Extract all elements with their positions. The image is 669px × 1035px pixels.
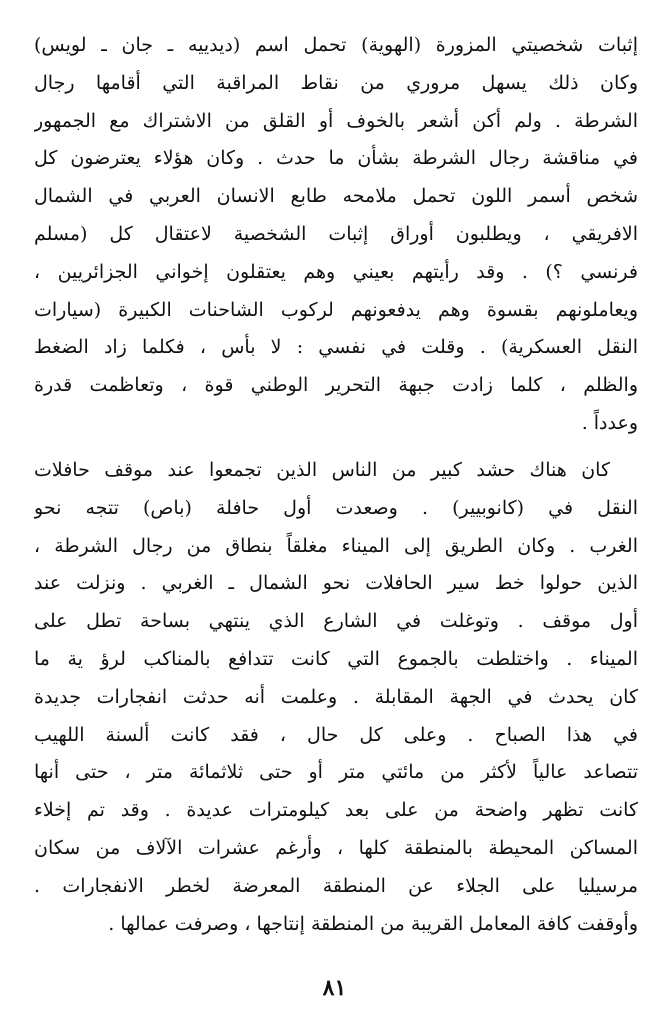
paragraph-2 — [34, 452, 638, 943]
text-line: الميناء . واختلطت بالجموع التي كانت تتدافع بالمناكب لرؤ ية ما — [34, 647, 638, 670]
text-line: كانت تظهر واضحة من على بعد كيلومترات عديدة . وقد تم إخلاء — [34, 799, 638, 822]
text-line: إثبات شخصيتي المزورة (الهوية) تحمل اسم (ديدييه ـ جان ـ لويس) — [34, 34, 638, 56]
text-line: ويعاملونهم بقسوة وهم يدفعونهم لركوب الشاحنات الكبيرة (سيارات — [34, 298, 638, 321]
text-line: الشرطة . ولم أكن أشعر بالخوف أو القلق من الاشتراك مع الجمهور — [34, 109, 638, 132]
text-line: وعدداً . — [581, 411, 638, 434]
text-line: تتصاعد عالياً لأكثر من مائتي متر أو حتى ثلاثمائة متر ، حتى أنها — [34, 761, 638, 784]
text-line: الذين حولوا خط سير الحافلات نحو الشمال ـ الغربي . ونزلت عند — [34, 572, 638, 595]
page-number: ٨١ — [322, 975, 347, 1001]
text-line: النقل في (كانوبيير) . وصعدت أول حافلة (باص) تتجه نحو — [34, 496, 638, 519]
text-line: فرنسي ؟) . وقد رأيتهم بعيني وهم يعتقلون إخواني الجزائريين ، — [34, 260, 638, 283]
text-line: في هذا الصباح . وعلى كل حال ، فقد كانت ألسنة اللهيب — [34, 723, 638, 746]
text-line: مرسيليا على الجلاء عن المنطقة المعرضة لخطر الانفجارات . — [34, 874, 638, 897]
paragraph-1 — [34, 27, 638, 443]
text-line: أول موقف . وتوغلت في الشارع الذي ينتهي بساحة تطل على — [34, 610, 638, 633]
text-line: شخص أسمر اللون تحمل ملامحه طابع الانسان العربي في الشمال — [34, 185, 638, 208]
text-line: والظلم ، كلما زادت جبهة التحرير الوطني قوة ، وتعاظمت قدرة — [34, 374, 638, 397]
text-line: كان هناك حشد كبير من الناس الذين تجمعوا عند موقف حافلات — [34, 459, 610, 481]
text-line: كان يحدث في الجهة المقابلة . وعلمت أنه حدثت انفجارات جديدة — [34, 685, 638, 708]
text-line: في مناقشة رجال الشرطة بشأن ما حدث . وكان هؤلاء يعترضون كل — [34, 147, 638, 170]
text-line: الافريقي ، ويطلبون أوراق إثبات الشخصية لاعتقال كل (مسلم — [34, 222, 638, 245]
text-line: وكان ذلك يسهل مروري من نقاط المراقبة التي أقامها رجال — [34, 71, 638, 94]
text-line: المساكن المحيطة بالمنطقة كلها ، وأرغم عشرات الآلاف من سكان — [34, 836, 638, 859]
text-line: النقل العسكرية) . وقلت في نفسي : لا بأس ، فكلما زاد الضغط — [34, 336, 638, 359]
text-line: الغرب . وكان الطريق إلى الميناء مغلقاً بنطاق من رجال الشرطة ، — [34, 534, 638, 557]
text-line: وأوقفت كافة المعامل القريبة من المنطقة إنتاجها ، وصرفت عمالها . — [108, 912, 638, 935]
